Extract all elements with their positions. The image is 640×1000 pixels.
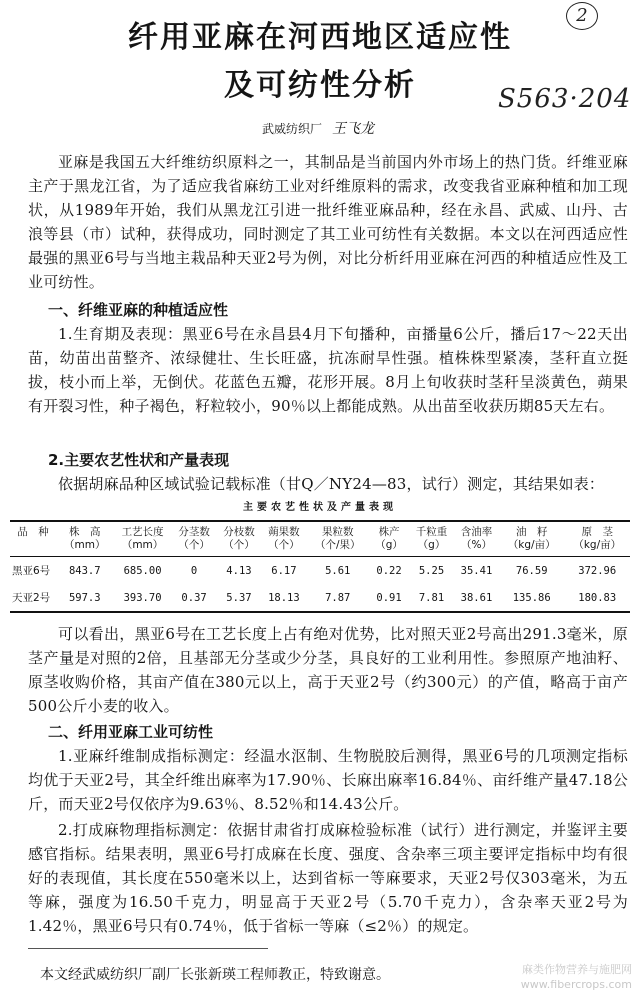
table-row [10,584,630,612]
fiber-index-paragraph: 1.亚麻纤维制成指标测定：经温水沤制、生物脱胶后测得，黑亚6号的几项测定指标均优于天亚2号，其全纤维出麻率为17.90％、长麻出麻率16.84％、亩纤维产量47.18公斤，而天亚2号仅依序为9.63％、8.52％和14.43公斤。 [28,747,628,813]
section2-heading: 二、纤用亚麻工业可纺性 [48,723,214,741]
handwritten-call-number: S563·204 [498,84,632,114]
cell-branch-count: 4.13 [226,564,252,577]
section1-heading: 一、纤维亚麻的种植适应性 [48,301,229,319]
header-technical-length: 工艺长度 （mm） [113,521,171,557]
watermark [521,962,632,992]
footnote-divider [28,948,268,949]
header-yield-per-plant: 株产 （g） [369,521,409,557]
header-oil-content: 含油率 （%） [454,521,499,557]
cell-raw-stem-yield: 180.83 [564,584,630,612]
article-title-line1: 纤用亚麻在河西地区适应性 [128,20,512,55]
cell-plant-height: 843.7 [68,564,101,577]
cell-yield-per-plant: 0.91 [369,584,409,612]
header-capsule-count: 蒴果数 （个） [261,521,306,557]
acknowledgement: 本文经武威纺织厂副厂长张新瑛工程师教正，特致谢意。 [40,967,390,983]
cell-seeds-per-capsule: 7.87 [306,584,369,612]
table-header-row [10,521,630,557]
header-thousand-seed-weight: 千粒重 （g） [409,521,454,557]
cell-cultivar: 黑亚6号 [12,565,51,577]
cell-capsule-count: 6.17 [271,564,297,577]
byline [262,118,374,138]
article-title-line2: 及可纺性分析 [224,68,416,103]
test-standard-paragraph: 依据胡麻品种区域试验记载标准（甘Q／NY24—83，试行）测定，其结果如表： [58,475,605,493]
header-branch-count: 分枝数 （个） [217,521,262,557]
cell-seeds-per-capsule: 5.61 [325,564,351,577]
table-row [10,557,630,585]
header-oilseed-yield: 油 籽 （kg/亩） [499,521,564,557]
scutched-fiber-paragraph: 2.打成麻物理指标测定：依据甘肃省打成麻检验标准（试行）进行测定，并鉴评主要感官指标。结果表明，黑亚6号打成麻在长度、强度、含杂率三项主要评定指标中均有很好的表现值，其长度在550毫米以上，达到省标一等麻要求，天亚2号仅303毫米，为五等麻，强度为16.50千克力，明显高于天亚2号（5.70千克力），含杂率天亚2号为1.42％，黑亚6号只有0.74％，低于省标一等麻（≤2％）的规定。 [28,821,628,935]
growth-period-paragraph: 1.生育期及表现：黑亚6号在永昌县4月下旬播种，亩播量6公斤，播后17～22天出苗，幼苗出苗整齐、浓绿健壮、生长旺盛，抗冻耐旱性强。植株株型紧凑，茎秆直立挺拔，枝小而上举，无倒伏。花蓝色五瓣，花形开展。8月上旬收获时茎秆呈淡黄色，蒴果有开裂习性，种子褐色，籽粒较小，90％以上都能成熟。从出苗至收获历期85天左右。 [28,325,628,415]
cell-thousand-seed-weight: 7.81 [409,584,454,612]
author-unit: 武威纺织厂 [262,122,323,136]
header-cultivar: 品 种 [10,521,56,557]
cell-stem-count: 0 [190,564,198,577]
author-name: 王飞龙 [332,121,375,137]
header-plant-height: 株 高 （mm） [56,521,113,557]
intro-paragraph: 亚麻是我国五大纤维纺织原料之一，其制品是当前国内外市场上的热门货。纤维亚麻主产于黑龙江省，为了适应我省麻纺工业对纤维原料的需求，改变我省亚麻种植和加工现状，从1989年开始，我们从黑龙江引进一批纤维亚麻品种，经在永昌、武威、山丹、古浪等县（市）试种，获得成功，同时测定了其工业可纺性有关数据。本文以在河西适应性最强的黑亚6号与当地主栽品种天亚2号为例，对比分析纤用亚麻在河西的种植适应性及工业可纺性。 [28,153,628,291]
agronomic-traits-subheading: 2.主要农艺性状和产量表现 [48,451,230,469]
watermark-site-name: 麻类作物营养与施肥网 [522,963,632,976]
cell-stem-count: 0.37 [172,584,217,612]
cell-technical-length: 393.70 [113,584,171,612]
cell-thousand-seed-weight: 5.25 [418,564,445,577]
cell-oil-content: 38.61 [454,584,499,612]
cell-raw-stem-yield: 372.96 [578,564,617,577]
traits-yield-table [10,520,630,613]
header-raw-stem-yield: 原 茎 （kg/亩） [564,521,630,557]
table-caption: 主要农艺性状及产量表现 [243,502,397,513]
cell-oil-content: 35.41 [460,564,493,577]
cell-capsule-count: 18.13 [261,584,306,612]
header-seeds-per-capsule: 果粒数 （个/果） [306,521,369,557]
watermark-url: www.fibercrops.com [520,978,632,991]
cell-technical-length: 685.00 [123,564,162,577]
handwritten-circled-number: 2 [566,2,598,30]
cell-oilseed-yield: 135.86 [499,584,564,612]
comparison-paragraph: 可以看出，黑亚6号在工艺长度上占有绝对优势，比对照天亚2号高出291.3毫米，原茎产量是对照的2倍，且基部无分茎或少分茎，具良好的工业利用性。参照原产地油籽、原茎收购价格，其亩产值在380元以上，高于天亚2号（约300元）的产值，略高于亩产500公斤小麦的收入。 [28,625,628,715]
header-stem-count: 分茎数 （个） [172,521,217,557]
cell-plant-height: 597.3 [56,584,113,612]
cell-branch-count: 5.37 [217,584,262,612]
cell-yield-per-plant: 0.22 [376,564,402,577]
cell-oilseed-yield: 76.59 [515,564,548,577]
cell-cultivar: 天亚2号 [10,584,56,612]
